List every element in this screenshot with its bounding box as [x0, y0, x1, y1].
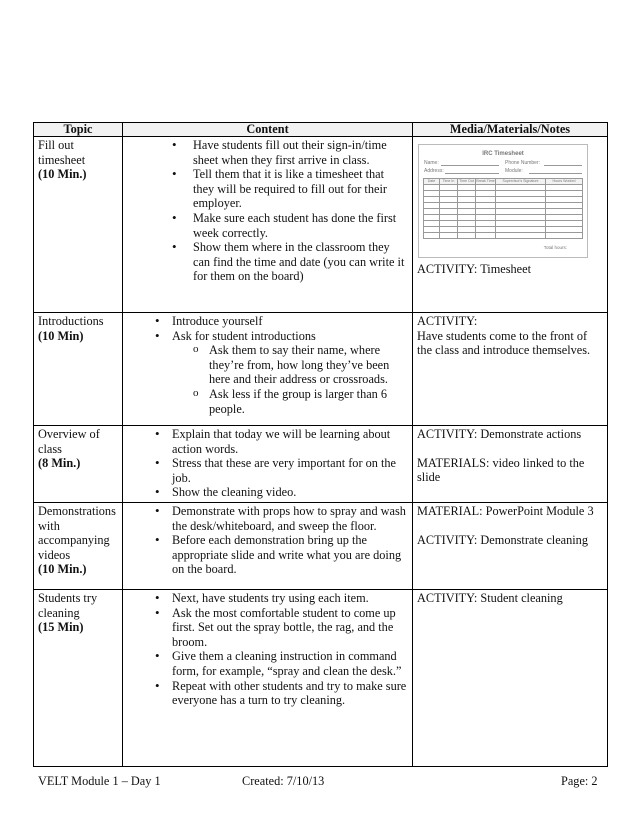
content-bullets [127, 504, 408, 577]
content-cell [123, 590, 413, 767]
footer-module: VELT Module 1 – Day 1 [38, 774, 161, 788]
note-line: MATERIALS: video linked to the slide [417, 455, 585, 485]
timesheet-col-date: Date [424, 179, 440, 185]
timesheet-address-label: Address: [424, 168, 444, 174]
header-topic: Topic [34, 123, 123, 137]
topic-line: Fill out [38, 138, 74, 152]
timesheet-rule [529, 173, 582, 174]
table-row [34, 426, 608, 503]
topic-line: with [38, 518, 60, 533]
table-row [34, 503, 608, 590]
header-media: Media/Materials/Notes [413, 123, 608, 137]
sub-bullet-item: o Ask less if the group is larger than 6 people. [209, 387, 408, 416]
topic-cell [34, 313, 123, 426]
notes-cell [413, 426, 608, 503]
timesheet-rule [544, 165, 582, 166]
topic-line: Introductions [38, 314, 104, 328]
topic-line: Demonstrations [38, 504, 116, 518]
topic-time: (15 Min) [38, 620, 84, 635]
bullet-item: • Next, have students try using each item. [172, 591, 408, 606]
timesheet-col-time-out: Time Out [459, 179, 474, 183]
bullet-item: • Repeat with other students and try to make sure everyone has a turn to try cleaning. [172, 679, 408, 708]
timesheet-phone-label: Phone Number: [505, 160, 541, 166]
content-cell [123, 313, 413, 426]
notes-cell [413, 313, 608, 426]
content-bullets [127, 427, 408, 500]
topic-line: Students try [38, 591, 98, 605]
bullet-item: • Before each demonstration bring up the appropriate slide and write what you are doing on the board. [172, 533, 408, 577]
topic-line: accompanying [38, 533, 110, 548]
topic-cell [34, 503, 123, 590]
timesheet-rule [441, 165, 499, 166]
table-header-row [34, 123, 608, 137]
content-bullets [127, 591, 408, 708]
header-content: Content [123, 123, 413, 137]
bullet-item: • Show the cleaning video. [172, 485, 408, 500]
topic-line: cleaning [38, 605, 80, 620]
notes-cell [413, 590, 608, 767]
topic-line: Overview of [38, 427, 100, 441]
bullet-item: • Explain that today we will be learning about action words. [172, 427, 408, 456]
bullet-item: • Have students fill out their sign-in/time sheet when they first arrive in class. [193, 138, 408, 167]
timesheet-title: IRC Timesheet [482, 151, 524, 157]
note-line: ACTIVITY: Timesheet [417, 262, 531, 276]
topic-time: (8 Min.) [38, 456, 81, 471]
topic-line: timesheet [38, 152, 86, 167]
note-line: Have students come to the front of the class and introduce themselves. [417, 328, 591, 358]
topic-time: (10 Min) [38, 328, 84, 343]
bullet-item: • Introduce yourself [172, 314, 408, 329]
bullet-item: • Demonstrate with props how to spray and wash the desk/whiteboard, and sweep the floor. [172, 504, 408, 533]
table-row [34, 137, 608, 313]
notes-cell [413, 503, 608, 590]
timesheet-col-hours: Hours Worked [546, 179, 583, 185]
topic-cell [34, 590, 123, 767]
bullet-item: • Ask the most comfortable student to come up first. Set out the spray bottle, the rag, and the broom. [172, 606, 408, 650]
note-line: ACTIVITY: Student cleaning [417, 591, 563, 605]
timesheet-grid [423, 178, 583, 239]
topic-time: (10 Min.) [38, 562, 87, 577]
topic-line: videos [38, 547, 71, 562]
timesheet-thumbnail [418, 144, 588, 258]
content-cell [123, 503, 413, 590]
bullet-item: • Make sure each student has done the first week correctly. [193, 211, 408, 240]
topic-cell [34, 426, 123, 503]
sub-bullets [172, 343, 408, 416]
timesheet-col-break: Break Time [476, 179, 495, 183]
bullet-item [172, 329, 408, 417]
bullet-text: Ask for student introductions [172, 328, 316, 343]
timesheet-total-label: Total hours: [543, 245, 567, 250]
content-bullets [127, 314, 408, 416]
footer-created: Created: 7/10/13 [242, 774, 325, 788]
notes-cell [413, 137, 608, 313]
timesheet-col-time-in: Time In [440, 179, 458, 185]
timesheet-name-label: Name: [424, 160, 439, 166]
note-line: ACTIVITY: Demonstrate cleaning [417, 532, 588, 547]
bullet-item: • Stress that these are very important for on the job. [172, 456, 408, 485]
note-line: MATERIAL: PowerPoint Module 3 [417, 504, 594, 518]
timesheet-col-signature: Supervisor's Signature [496, 179, 546, 185]
content-bullets [127, 138, 408, 284]
table-row [34, 590, 608, 767]
timesheet-module-label: Module: [505, 168, 523, 174]
topic-cell [34, 137, 123, 313]
content-cell [123, 426, 413, 503]
sub-bullet-item: o Ask them to say their name, where they’re from, how long they’ve been here and their address or crossroads. [209, 343, 408, 387]
table-row [34, 313, 608, 426]
lesson-plan-table [33, 122, 608, 767]
footer-page-number: Page: 2 [561, 774, 598, 788]
bullet-item: • Show them where in the classroom they can find the time and date (you can write it for them on the board) [193, 240, 408, 284]
note-line: ACTIVITY: Demonstrate actions [417, 427, 582, 441]
note-line: ACTIVITY: [417, 314, 478, 328]
timesheet-rule [445, 173, 499, 174]
content-cell [123, 137, 413, 313]
topic-line: class [38, 441, 62, 456]
topic-time: (10 Min.) [38, 167, 87, 182]
bullet-item: • Give them a cleaning instruction in command form, for example, “spray and clean the desk.” [172, 649, 408, 678]
bullet-item: • Tell them that it is like a timesheet that they will be required to fill out for their employer. [193, 167, 408, 211]
